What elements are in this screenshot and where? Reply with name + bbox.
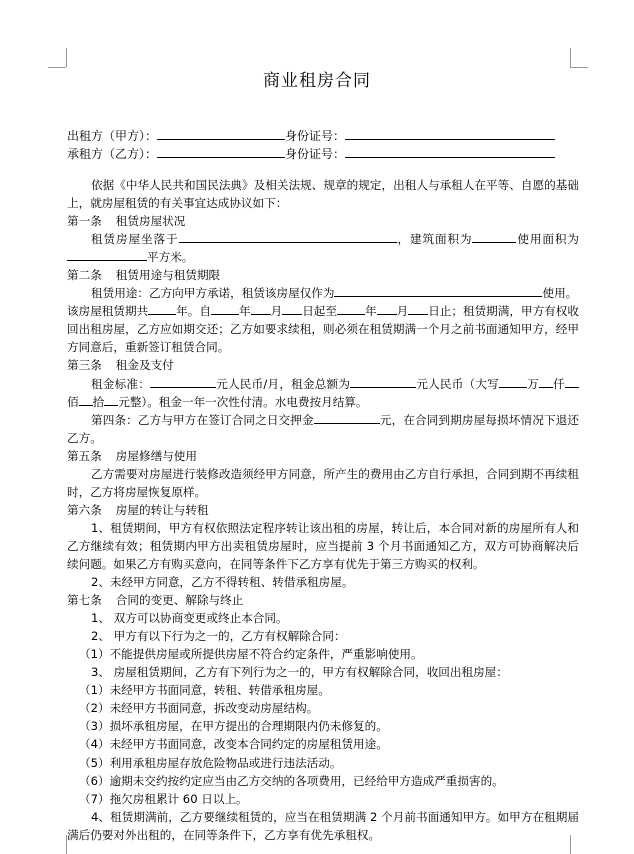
end-day-blank[interactable] xyxy=(408,303,428,315)
text-run: 平方米。 xyxy=(147,250,194,265)
text-run: 日止；租赁期满，甲方有权收回出租房屋，乙方应如期交还；乙方如要求续租，则必须在租赁期满一个月之前书面通知甲方，经甲方同意后，重新签订租赁合同。 xyxy=(67,304,579,355)
text-run: 仟 xyxy=(552,376,565,391)
term-years-blank[interactable] xyxy=(148,303,176,315)
preamble: 依据《中华人民共和国民法典》及相关法规、规章的规定，出租人与承租人在平等、自愿的基础上，就房屋租赁的有关事宜达成协议如下： xyxy=(67,178,579,211)
text-run: 租金标准： xyxy=(91,376,150,391)
text-run: 该房屋租赁期共 xyxy=(67,304,149,319)
text-run: 租赁房屋坐落于 xyxy=(91,232,179,247)
article-7-item: （7）拖欠房租累计 60 日以上。 xyxy=(79,791,248,806)
end-year-blank[interactable] xyxy=(337,303,365,315)
article-7-item: （1）不能提供房屋或所提供房屋不符合约定条件，严重影响使用。 xyxy=(79,647,423,662)
text-run: 年 xyxy=(364,304,377,319)
article-2-heading xyxy=(67,266,579,284)
lessor-label: 出租方（甲方）： xyxy=(67,129,158,143)
article-7-item: 2、 甲方有以下行为之一的，乙方有权解除合同： xyxy=(91,629,346,644)
lessor-name-blank[interactable] xyxy=(157,128,285,140)
article-7-item: （4）未经甲方书面同意，改变本合同约定的房屋租赁用途。 xyxy=(79,737,388,752)
article-3-text xyxy=(67,375,579,411)
article-1-text xyxy=(67,230,579,266)
article-7-item: （2）未经甲方书面同意，拆改变动房屋结构。 xyxy=(79,701,319,716)
text-run: 元人民币（大写 xyxy=(416,376,499,391)
deposit-blank[interactable] xyxy=(314,412,380,424)
article-5-text: 乙方需要对房屋进行装修改造须经甲方同意，所产生的费用由乙方自行承担，合同到期不再续租时，乙方将房屋恢复原样。 xyxy=(67,466,579,499)
article-2-title: 租赁用途与租赁期限 xyxy=(115,268,221,283)
document-title: 商业租房合同 xyxy=(263,71,371,91)
text-run: 日起至 xyxy=(302,304,337,319)
start-year-blank[interactable] xyxy=(211,303,239,315)
end-month-blank[interactable] xyxy=(377,303,397,315)
text-run: 年 xyxy=(238,304,251,319)
text-run: 万 xyxy=(526,376,539,391)
text-run: 佰 xyxy=(67,394,79,409)
text-run: 使用面积为 xyxy=(516,232,579,247)
article-2-usage xyxy=(67,284,579,302)
article-1-title: 租赁房屋状况 xyxy=(115,214,186,229)
article-7-item: （5）利用承租房屋存放危险物品或进行违法活动。 xyxy=(79,755,342,770)
shi-blank[interactable] xyxy=(79,394,93,406)
article-2-number: 第二条 xyxy=(67,268,102,283)
article-7-clause-4: 4、租赁期满前，乙方要继续租赁的，应当在租赁期满 2 个月前书面通知甲方。如甲方在租期届满后仍要对外出租的，在同等条件下，乙方享有优先承租权。 xyxy=(67,809,579,842)
article-3-heading xyxy=(67,356,579,374)
text-run: 拾 xyxy=(92,394,105,409)
article-4-text xyxy=(67,411,579,447)
lessee-row xyxy=(67,146,555,162)
yuan-blank[interactable] xyxy=(104,394,118,406)
building-area-blank[interactable] xyxy=(472,231,516,243)
article-7-item: （6）逾期未交约按约定应当由乙方交纳的各项费用，已经给甲方造成严重损害的。 xyxy=(79,773,504,788)
article-6-title: 房屋的转让与转租 xyxy=(115,502,209,517)
monthly-rent-blank[interactable] xyxy=(150,376,216,388)
text-run: 元，在合同到期房屋每损坏情况下退还乙方。 xyxy=(67,412,579,445)
article-5-number: 第五条 xyxy=(67,448,102,463)
article-7-heading xyxy=(67,591,579,609)
text-run: 年。自 xyxy=(176,304,211,319)
article-1-number: 第一条 xyxy=(67,214,102,229)
article-3-title: 租金及支付 xyxy=(115,358,174,373)
address-blank[interactable] xyxy=(179,231,397,243)
article-6-heading xyxy=(67,501,579,519)
total-rent-blank[interactable] xyxy=(350,376,416,388)
text-run: 第四条：乙方与甲方在签订合同之日交押金 xyxy=(91,412,314,427)
article-7-item: 3、 房屋租赁期间，乙方有下列行为之一的，甲方有权解除合同，收回出租房屋： xyxy=(91,665,508,680)
text-run: 使用。 xyxy=(542,286,578,301)
wan-blank[interactable] xyxy=(499,376,527,388)
article-5-title: 房屋修缮与使用 xyxy=(115,448,197,463)
article-7-item: （1）未经甲方书面同意，转租、转借承租房屋。 xyxy=(79,683,330,698)
usable-area-blank[interactable] xyxy=(67,249,147,261)
lessor-id-blank[interactable] xyxy=(345,128,555,140)
article-5-heading xyxy=(67,447,579,465)
text-run: 元整）。租金一年一次性付清。水电费按月结算。 xyxy=(118,394,368,409)
qian-blank[interactable] xyxy=(539,376,553,388)
text-run: 月 xyxy=(396,304,409,319)
contract-body xyxy=(67,176,579,844)
lessor-id-label: 身份证号： xyxy=(285,129,346,143)
article-7-number: 第七条 xyxy=(67,593,102,608)
usage-blank[interactable] xyxy=(334,285,542,297)
lessee-id-label: 身份证号： xyxy=(285,147,346,161)
text-run: ，建筑面积为 xyxy=(396,232,473,247)
article-6-clause-2: 2、未经甲方同意，乙方不得转租、转借承租房屋。 xyxy=(91,575,354,590)
text-run: 租赁用途：乙方向甲方承诺，租赁该房屋仅作为 xyxy=(91,286,335,301)
article-7-item: （3）损坏承租房屋，在甲方提出的合理期限内仍未修复的。 xyxy=(79,719,388,734)
article-7-title: 合同的变更、解除与终止 xyxy=(115,593,244,608)
article-1-heading xyxy=(67,212,579,230)
lessee-id-blank[interactable] xyxy=(345,146,555,158)
article-7-item: 1、 双方可以协商变更或终止本合同。 xyxy=(91,611,288,626)
lessor-row xyxy=(67,128,555,144)
article-6-clause-1: 1、租赁期间，甲方有权依照法定程序转让该出租的房屋，转让后，本合同对新的房屋所有人和乙方继续有效；租赁期内甲方出卖租赁房屋时，应当提前 3 个月书面通知乙方，双方可协商解决后续问题。如果乙方有购买意向，在同等条件下乙方享有优先于第三方购买的权利。 xyxy=(67,520,579,571)
article-2-term xyxy=(67,302,579,356)
article-6-number: 第六条 xyxy=(67,502,102,517)
start-month-blank[interactable] xyxy=(251,303,271,315)
bai-blank[interactable] xyxy=(565,376,579,388)
text-run: 元人民币/月，租金总额为 xyxy=(216,376,351,391)
article-3-number: 第三条 xyxy=(67,358,102,373)
text-run: 月 xyxy=(270,304,283,319)
lessee-label: 承租方（乙方）： xyxy=(67,147,158,161)
lessee-name-blank[interactable] xyxy=(157,146,285,158)
start-day-blank[interactable] xyxy=(282,303,302,315)
